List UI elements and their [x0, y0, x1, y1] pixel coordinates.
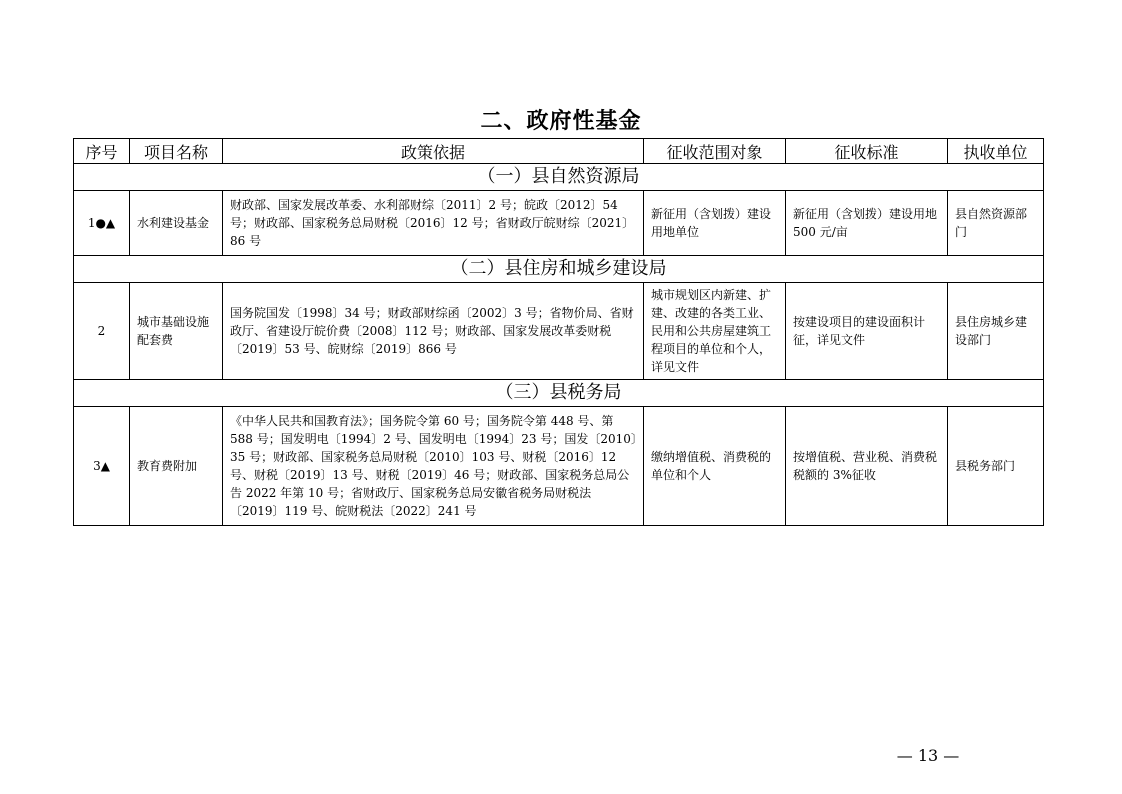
government-fund-table	[73, 138, 1044, 526]
table-row	[74, 191, 1044, 256]
section-heading-row	[74, 380, 1044, 407]
cell-unit: 县住房城乡建设部门	[948, 283, 1044, 380]
header-no: 序号	[74, 139, 130, 164]
cell-scope: 新征用（含划拨）建设用地单位	[644, 191, 786, 256]
cell-standard: 新征用（含划拨）建设用地 500 元/亩	[786, 191, 948, 256]
cell-basis: 财政部、国家发展改革委、水利部财综〔2011〕2 号；皖政〔2012〕54 号；财政部、国家税务总局财税〔2016〕12 号；省财政厅皖财综〔2021〕86 号	[223, 191, 644, 256]
header-standard: 征收标准	[786, 139, 948, 164]
cell-scope: 缴纳增值税、消费税的单位和个人	[644, 407, 786, 526]
section-heading-row	[74, 256, 1044, 283]
section-heading: （三）县税务局	[74, 380, 1044, 407]
section-heading: （二）县住房和城乡建设局	[74, 256, 1044, 283]
table-row	[74, 283, 1044, 380]
cell-standard: 按增值税、营业税、消费税税额的 3%征收	[786, 407, 948, 526]
header-scope: 征收范围对象	[644, 139, 786, 164]
cell-unit: 县自然资源部门	[948, 191, 1044, 256]
cell-no: 2	[74, 283, 130, 380]
cell-scope: 城市规划区内新建、扩建、改建的各类工业、民用和公共房屋建筑工程项目的单位和个人，详见文件	[644, 283, 786, 380]
cell-basis: 国务院国发〔1998〕34 号；财政部财综函〔2002〕3 号；省物价局、省财政厅、省建设厅皖价费〔2008〕112 号；财政部、国家发展改革委财税〔2019〕53 号、皖财综〔2019〕866 号	[223, 283, 644, 380]
section-heading: （一）县自然资源局	[74, 164, 1044, 191]
cell-name: 城市基础设施配套费	[130, 283, 223, 380]
section-heading-row	[74, 164, 1044, 191]
cell-name: 水利建设基金	[130, 191, 223, 256]
cell-name: 教育费附加	[130, 407, 223, 526]
header-unit: 执收单位	[948, 139, 1044, 164]
header-basis: 政策依据	[223, 139, 644, 164]
page-number: — 13 —	[896, 746, 960, 765]
cell-standard: 按建设项目的建设面积计征，详见文件	[786, 283, 948, 380]
page-title: 二、政府性基金	[480, 109, 642, 134]
table-header-row	[74, 139, 1044, 164]
cell-no: 1●▲	[74, 191, 130, 256]
cell-basis: 《中华人民共和国教育法》；国务院令第 60 号；国务院令第 448 号、第 588 号；国发明电〔1994〕2 号、国发明电〔1994〕23 号；国发〔2010〕35 号；财政部、国家税务总局财税〔2010〕103 号、财税〔2016〕12 号、财税〔2019〕13 号、财税〔2019〕46 号；财政部、国家税务总局公告 2022 年第 10 号；省财政厅、国家税务总局安徽省税务局财税法〔2019〕119 号、皖财税法〔2022〕241 号	[223, 407, 644, 526]
header-name: 项目名称	[130, 139, 223, 164]
cell-no: 3▲	[74, 407, 130, 526]
table-row	[74, 407, 1044, 526]
cell-unit: 县税务部门	[948, 407, 1044, 526]
